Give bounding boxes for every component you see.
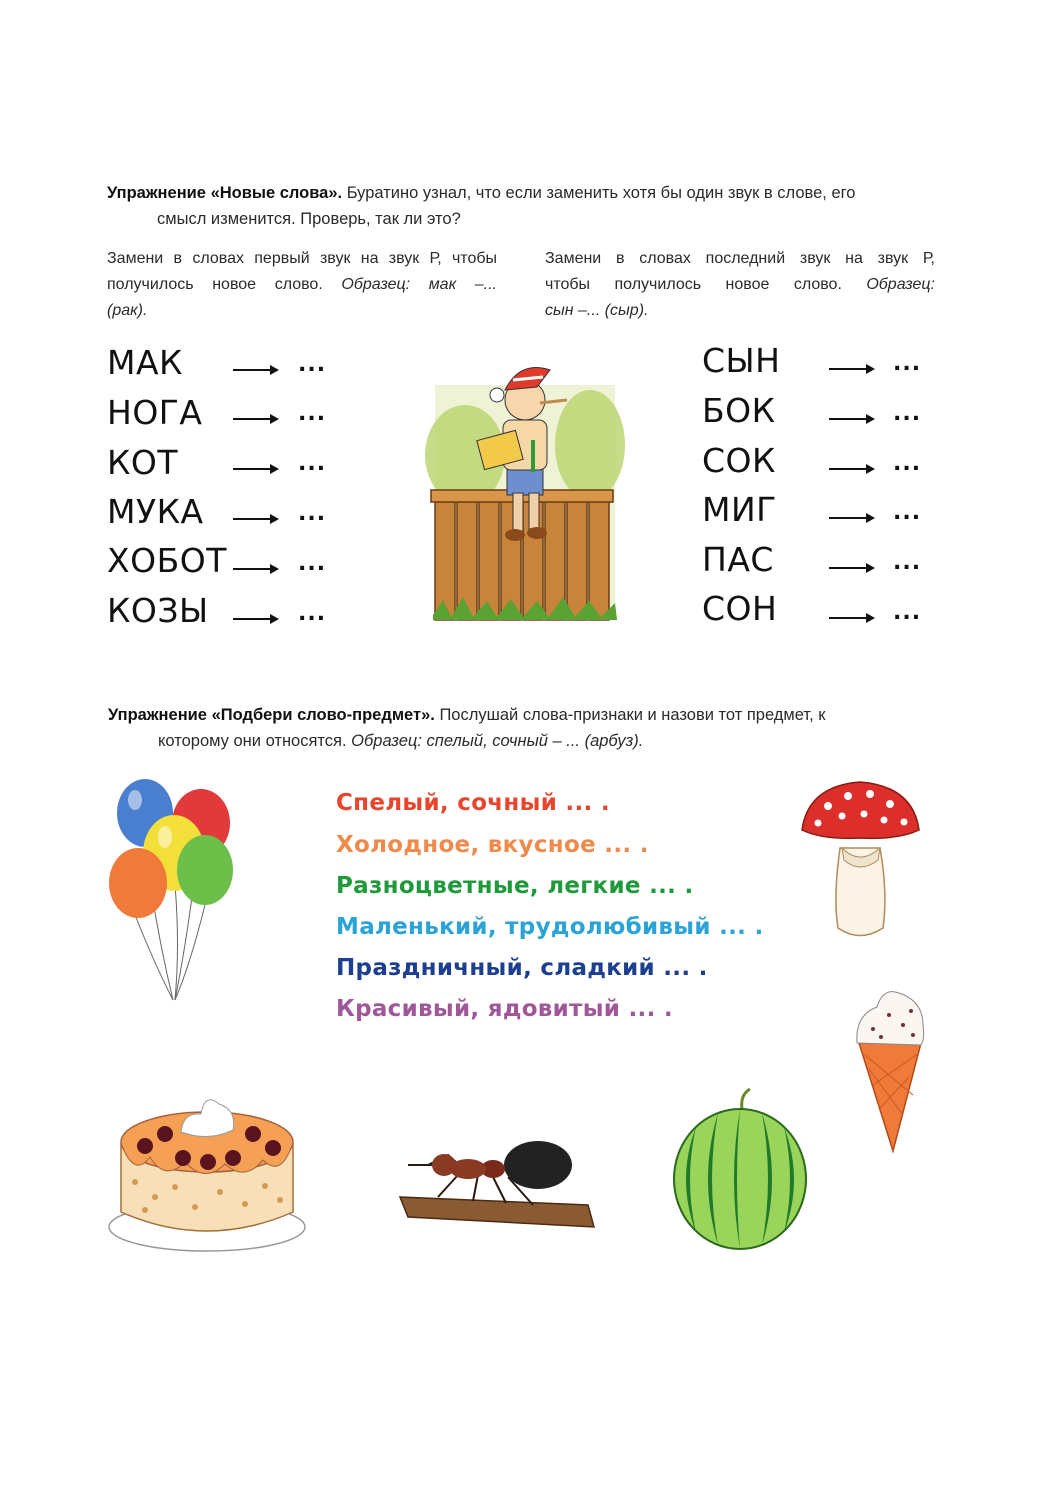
answer-dots: ... — [298, 451, 327, 476]
cake-icon — [105, 1082, 310, 1257]
arrow-icon — [233, 518, 277, 520]
exercise2-text: Послушай слова-признаки и назови тот предмет, к — [439, 706, 826, 724]
exercise2-title: Упражнение «Подбери слово-предмет». — [108, 706, 435, 724]
left-instruction-line1: Замени в словах первый звук на звук Р, чтобы — [107, 250, 497, 267]
arrow-icon — [233, 618, 277, 620]
clue-line: Маленький, трудолюбивый ... . — [336, 914, 764, 940]
exercise2-sample: Образец: спелый, сочный – ... (арбуз). — [351, 732, 644, 750]
answer-dots: ... — [298, 401, 327, 426]
pinocchio-icon — [425, 345, 625, 625]
exercise2-heading — [108, 702, 938, 754]
arrow-icon — [829, 468, 873, 470]
clue-line: Праздничный, сладкий ... . — [336, 955, 708, 981]
clue-line: Спелый, сочный ... . — [336, 790, 610, 816]
clue-line: Красивый, ядовитый ... . — [336, 996, 673, 1022]
ice-cream-icon — [853, 985, 928, 1155]
answer-dots: ... — [893, 351, 922, 376]
left-instruction-line2: получилось новое слово. — [107, 276, 323, 293]
arrow-icon — [233, 468, 277, 470]
right-word: ПАС — [702, 540, 774, 579]
answer-dots: ... — [893, 451, 922, 476]
right-instruction-line1: Замени в словах последний звук на звук Р, — [545, 250, 935, 267]
clue-line: Холодное, вкусное ... . — [336, 832, 649, 858]
arrow-icon — [829, 368, 873, 370]
arrow-icon — [829, 617, 873, 619]
left-word: ХОБОТ — [107, 541, 227, 580]
right-sample-answer: сын –... (сыр). — [545, 302, 649, 319]
exercise1-text: Буратино узнал, что если заменить хотя бы один звук в слове, его — [346, 184, 856, 202]
answer-dots: ... — [893, 550, 922, 575]
left-word: НОГА — [107, 393, 203, 432]
arrow-icon — [829, 517, 873, 519]
left-instruction — [107, 246, 497, 324]
arrow-icon — [829, 418, 873, 420]
right-word: СОН — [702, 589, 778, 628]
right-word: СЫН — [702, 341, 781, 380]
right-instruction-line2: чтобы получилось новое слово. — [545, 276, 842, 293]
clue-line: Разноцветные, легкие ... . — [336, 873, 694, 899]
balloons-icon — [105, 775, 240, 1020]
right-sample: Образец: — [866, 276, 935, 293]
left-word: КОЗЫ — [107, 591, 209, 630]
answer-dots: ... — [298, 551, 327, 576]
ant-icon — [398, 1135, 598, 1235]
exercise1-heading — [107, 180, 937, 232]
arrow-icon — [829, 567, 873, 569]
watermelon-icon — [668, 1085, 813, 1250]
arrow-icon — [233, 568, 277, 570]
left-word: МУКА — [107, 492, 204, 531]
exercise2-text-2 — [108, 728, 938, 754]
exercise2-text-2-plain: которому они относятся. — [158, 732, 347, 750]
left-sample: Образец: мак –... — [341, 276, 497, 293]
exercise1-text-2: смысл изменится. Проверь, так ли это? — [157, 210, 461, 228]
mushroom-icon — [798, 778, 923, 943]
answer-dots: ... — [893, 401, 922, 426]
right-word: БОК — [702, 391, 776, 430]
left-word: КОТ — [107, 443, 179, 482]
arrow-icon — [233, 369, 277, 371]
right-word: СОК — [702, 441, 776, 480]
answer-dots: ... — [298, 501, 327, 526]
answer-dots: ... — [893, 500, 922, 525]
answer-dots: ... — [893, 600, 922, 625]
arrow-icon — [233, 418, 277, 420]
exercise1-title: Упражнение «Новые слова». — [107, 184, 343, 202]
answer-dots: ... — [298, 601, 327, 626]
answer-dots: ... — [298, 352, 327, 377]
right-word: МИГ — [702, 490, 777, 529]
left-word: МАК — [107, 343, 183, 382]
left-sample-answer: (рак). — [107, 302, 148, 319]
right-instruction — [545, 246, 935, 324]
